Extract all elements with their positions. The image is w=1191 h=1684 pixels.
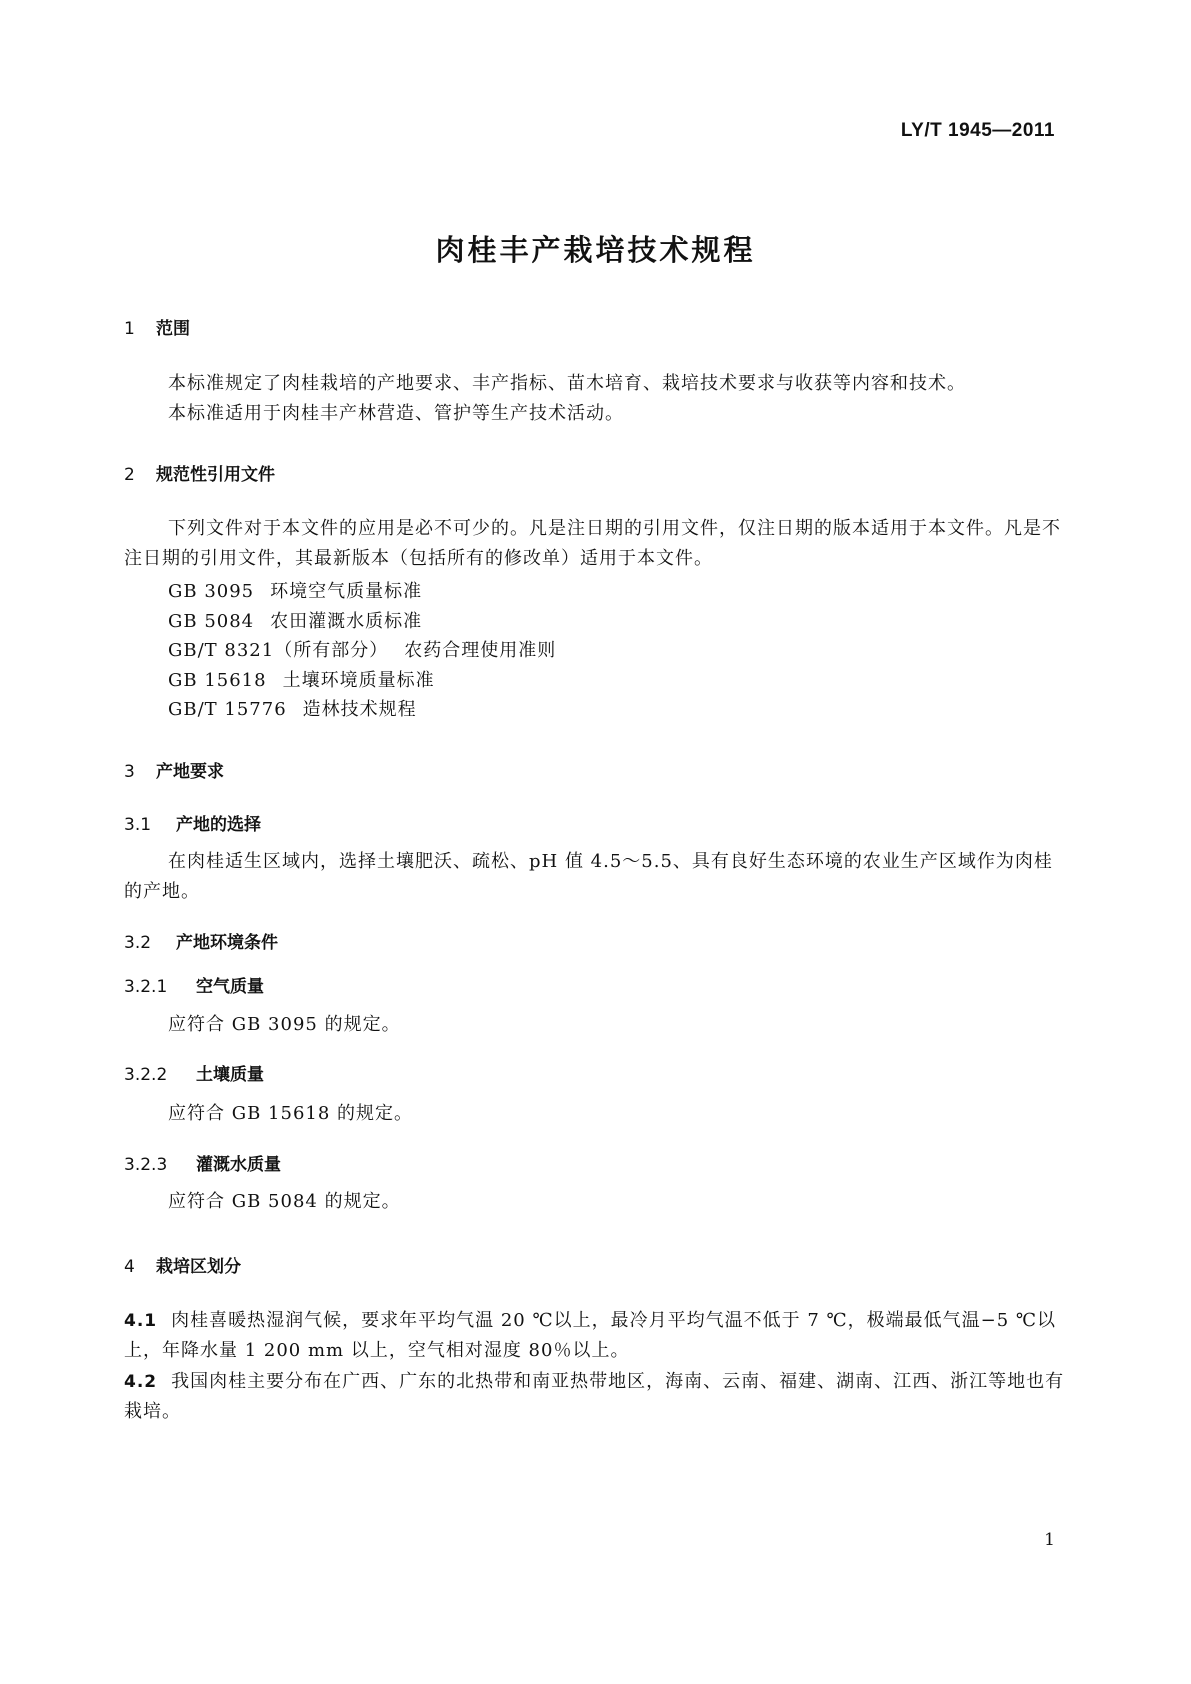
clause-number: 4.2 bbox=[124, 1372, 158, 1392]
clause-number: 4.1 bbox=[124, 1311, 158, 1331]
reference-item bbox=[168, 666, 435, 692]
reference-code: GB 5084 bbox=[168, 611, 255, 632]
clause-4-2 bbox=[124, 1367, 1068, 1427]
clause-text: 肉桂喜暖热湿润气候，要求年平均气温 20 ℃以上，最冷月平均气温不低于 7 ℃，极端最低气温−5 ℃以上，年降水量 1 200 mm 以上，空气相对湿度 80％以上。 bbox=[124, 1310, 1057, 1361]
paragraph: 下列文件对于本文件的应用是必不可少的。凡是注日期的引用文件，仅注日期的版本适用于本文件。凡是不注日期的引用文件，其最新版本（包括所有的修改单）适用于本文件。 bbox=[124, 518, 1061, 569]
paragraph: 应符合 GB 3095 的规定。 bbox=[168, 1014, 401, 1035]
subsection-3-2-2-heading bbox=[124, 1060, 264, 1085]
section-title: 栽培区划分 bbox=[156, 1257, 241, 1277]
reference-title: 农田灌溉水质标准 bbox=[270, 611, 423, 632]
section-number: 1 bbox=[124, 319, 135, 339]
clause-4-1 bbox=[124, 1306, 1068, 1366]
reference-code: GB/T 15776 bbox=[168, 699, 287, 720]
section-number: 3.1 bbox=[124, 815, 152, 835]
section-3-heading bbox=[124, 757, 224, 782]
reference-title: 环境空气质量标准 bbox=[270, 581, 423, 602]
subsection-3-1-heading bbox=[124, 810, 261, 835]
section-number: 3.2.1 bbox=[124, 977, 168, 997]
reference-title: 土壤环境质量标准 bbox=[282, 670, 435, 691]
section-title: 范围 bbox=[156, 319, 190, 339]
paragraph: 在肉桂适生区域内，选择土壤肥沃、疏松、pH 值 4.5～5.5、具有良好生态环境的农业生产区域作为肉桂的产地。 bbox=[124, 851, 1053, 902]
section-title: 产地环境条件 bbox=[176, 933, 278, 953]
reference-item bbox=[168, 607, 422, 633]
subsection-3-2-heading bbox=[124, 928, 278, 953]
section-title: 空气质量 bbox=[196, 977, 264, 997]
section-title: 规范性引用文件 bbox=[156, 465, 275, 485]
section-number: 3 bbox=[124, 762, 135, 782]
document-title: 肉桂丰产栽培技术规程 bbox=[435, 233, 756, 267]
reference-item bbox=[168, 636, 556, 662]
section-2-heading bbox=[124, 460, 275, 485]
section-4-heading bbox=[124, 1252, 241, 1277]
subsection-3-2-3-heading bbox=[124, 1150, 281, 1175]
standard-code: LY/T 1945—2011 bbox=[900, 120, 1055, 141]
section-number: 2 bbox=[124, 465, 135, 485]
paragraph: 应符合 GB 5084 的规定。 bbox=[168, 1191, 401, 1212]
clause-text: 我国肉桂主要分布在广西、广东的北热带和南亚热带地区，海南、云南、福建、湖南、江西、浙江等地也有栽培。 bbox=[124, 1371, 1065, 1422]
section-number: 3.2.2 bbox=[124, 1065, 168, 1085]
section-number: 4 bbox=[124, 1257, 135, 1277]
section-title: 产地要求 bbox=[156, 762, 224, 782]
section-title: 土壤质量 bbox=[196, 1065, 264, 1085]
section-title: 灌溉水质量 bbox=[196, 1155, 281, 1175]
paragraph: 本标准适用于肉桂丰产林营造、管护等生产技术活动。 bbox=[168, 403, 624, 424]
page-number: 1 bbox=[1044, 1530, 1055, 1550]
reference-item bbox=[168, 695, 417, 721]
section-number: 3.2.3 bbox=[124, 1155, 168, 1175]
paragraph: 应符合 GB 15618 的规定。 bbox=[168, 1103, 414, 1124]
section-title: 产地的选择 bbox=[176, 815, 261, 835]
reference-code: GB 3095 bbox=[168, 581, 255, 602]
paragraph: 本标准规定了肉桂栽培的产地要求、丰产指标、苗木培育、栽培技术要求与收获等内容和技术。 bbox=[168, 373, 966, 394]
reference-item bbox=[168, 577, 422, 603]
reference-code: GB 15618 bbox=[168, 670, 267, 691]
reference-code: GB/T 8321（所有部分） bbox=[168, 640, 389, 661]
section-number: 3.2 bbox=[124, 933, 152, 953]
reference-title: 农药合理使用准则 bbox=[404, 640, 557, 661]
section-1-heading bbox=[124, 314, 190, 339]
reference-title: 造林技术规程 bbox=[302, 699, 417, 720]
subsection-3-2-1-heading bbox=[124, 972, 264, 997]
